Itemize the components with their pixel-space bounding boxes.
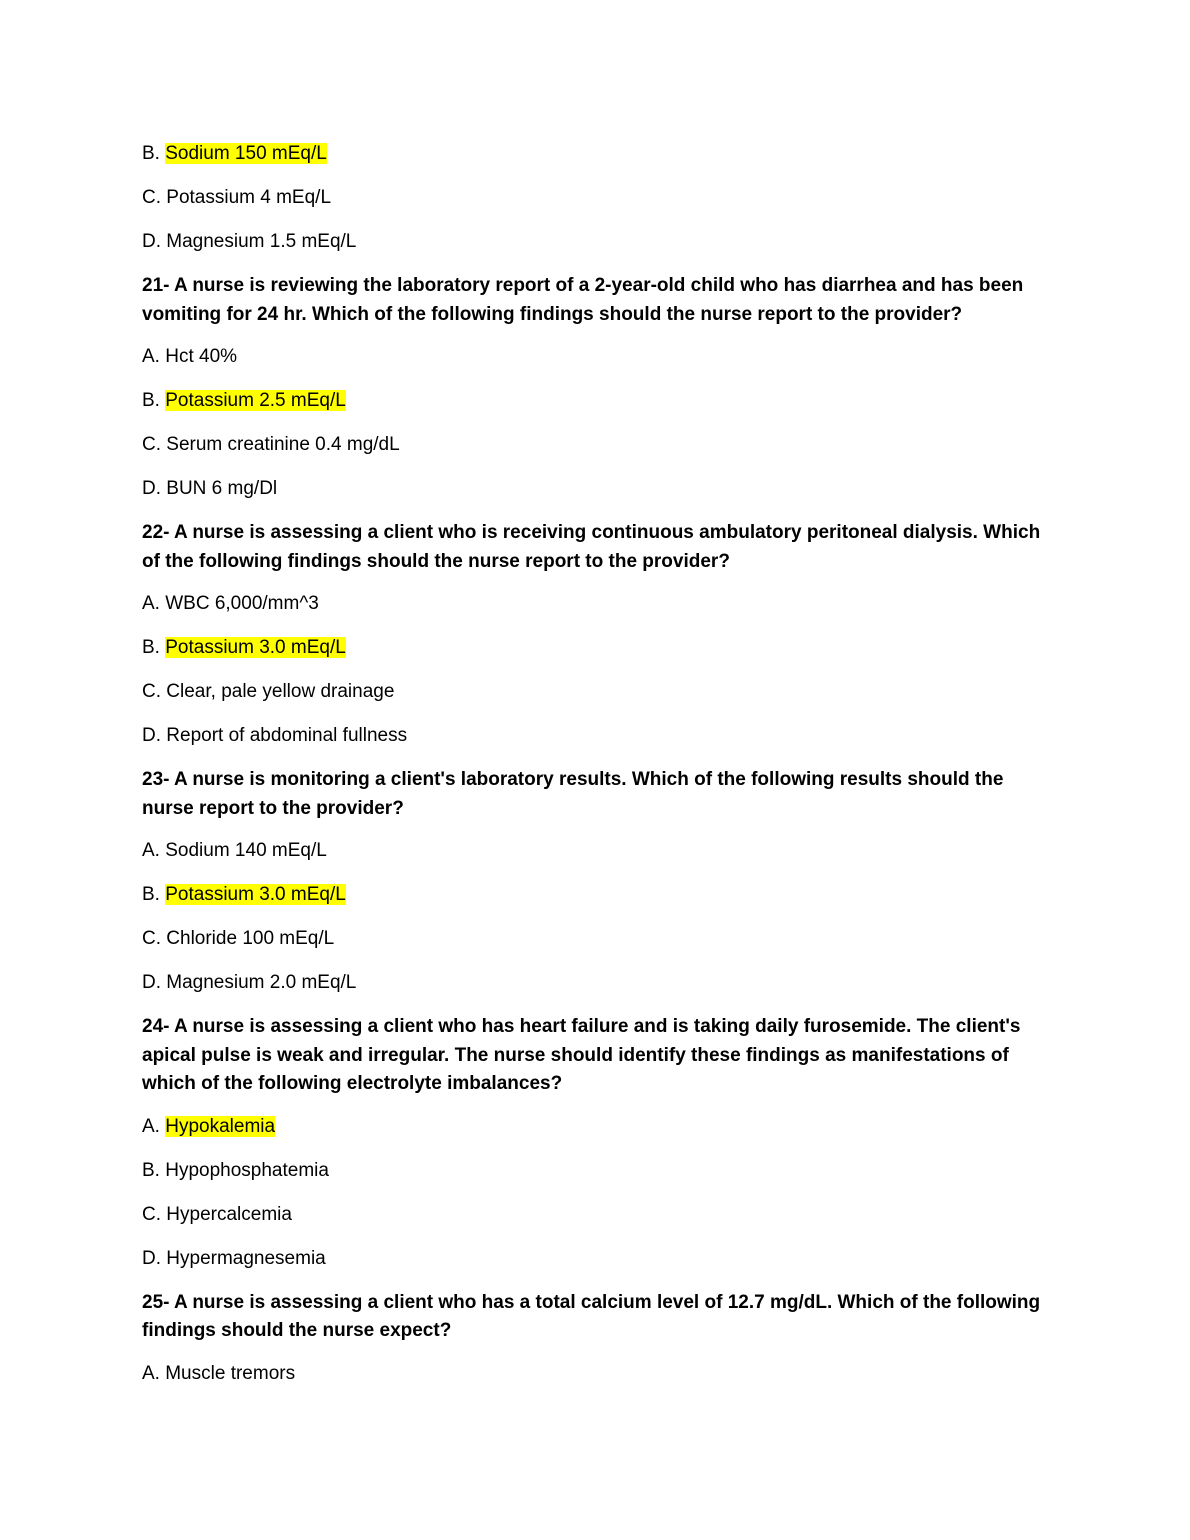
answer-option [142, 343, 1052, 371]
question-24: 24- A nurse is assessing a client who has heart failure and is taking daily furosemide. The client's apical pulse is weak and irregular. The nurse should identify these findings as manifestations of which of the following electrolyte imbalances? [142, 1016, 1021, 1094]
option-letter: B. [142, 884, 160, 905]
answer-option [142, 722, 1052, 750]
answer-option [142, 590, 1052, 618]
option-letter: D. [142, 725, 161, 746]
option-text: Hct 40% [165, 346, 238, 367]
question-23: 23- A nurse is monitoring a client's laboratory results. Which of the following results should the nurse report to the provider? [142, 769, 1004, 819]
correct-answer-highlight: Hypokalemia [165, 1115, 276, 1137]
option-text: Serum creatinine 0.4 mg/dL [166, 434, 400, 455]
answer-option [142, 431, 1052, 459]
answer-option [142, 1113, 1052, 1141]
option-text: Potassium 4 mEq/L [166, 187, 332, 208]
option-text: Muscle tremors [165, 1362, 296, 1384]
answer-option [142, 475, 1052, 503]
answer-option [142, 925, 1052, 953]
question-21: 21- A nurse is reviewing the laboratory report of a 2-year-old child who has diarrhea and has been vomiting for 24 hr. Which of the following findings should the nurse report to the provider? [142, 275, 1024, 325]
option-text: Clear, pale yellow drainage [166, 681, 395, 702]
answer-option [142, 1360, 1052, 1388]
document-page [142, 140, 1052, 1404]
correct-answer-highlight: Potassium 3.0 mEq/L [165, 884, 346, 905]
answer-option [142, 837, 1052, 865]
answer-option [142, 1201, 1052, 1229]
answer-option [142, 140, 1052, 168]
option-letter: D. [142, 478, 161, 499]
option-text: Magnesium 1.5 mEq/L [166, 231, 357, 252]
option-text: Hypercalcemia [166, 1203, 292, 1225]
question-25: 25- A nurse is assessing a client who has a total calcium level of 12.7 mg/dL. Which of the following findings should the nurse expect? [142, 1291, 1041, 1341]
option-text: Report of abdominal fullness [166, 725, 408, 746]
option-text: Chloride 100 mEq/L [166, 928, 335, 949]
option-letter: C. [142, 434, 161, 455]
correct-answer-highlight: Potassium 2.5 mEq/L [165, 390, 346, 411]
option-letter: B. [142, 1159, 160, 1181]
option-text: BUN 6 mg/Dl [166, 478, 278, 499]
option-letter: A. [142, 1115, 160, 1137]
answer-option [142, 228, 1052, 256]
correct-answer-highlight: Sodium 150 mEq/L [165, 143, 327, 164]
question-22: 22- A nurse is assessing a client who is receiving continuous ambulatory peritoneal dialysis. Which of the following findings should the nurse report to the provider? [142, 522, 1041, 572]
answer-option [142, 1157, 1052, 1185]
option-text: Sodium 140 mEq/L [165, 840, 327, 861]
answer-option [142, 387, 1052, 415]
answer-option [142, 881, 1052, 909]
option-letter: A. [142, 593, 160, 614]
option-letter: A. [142, 1362, 160, 1384]
option-letter: C. [142, 928, 161, 949]
option-text: Hypophosphatemia [165, 1159, 329, 1181]
correct-answer-highlight: Potassium 3.0 mEq/L [165, 637, 346, 658]
option-letter: B. [142, 637, 160, 658]
option-letter: C. [142, 1203, 161, 1225]
option-letter: B. [142, 390, 160, 411]
option-text: Magnesium 2.0 mEq/L [166, 972, 357, 993]
answer-option [142, 184, 1052, 212]
option-letter: D. [142, 972, 161, 993]
answer-option [142, 1245, 1052, 1273]
option-letter: C. [142, 187, 161, 208]
option-letter: D. [142, 1247, 161, 1269]
option-letter: D. [142, 231, 161, 252]
answer-option [142, 678, 1052, 706]
answer-option [142, 634, 1052, 662]
option-letter: B. [142, 143, 160, 164]
option-text: Hypermagnesemia [166, 1247, 326, 1269]
option-letter: A. [142, 346, 160, 367]
option-text: WBC 6,000/mm^3 [165, 593, 319, 614]
option-letter: A. [142, 840, 160, 861]
answer-option [142, 969, 1052, 997]
option-letter: C. [142, 681, 161, 702]
